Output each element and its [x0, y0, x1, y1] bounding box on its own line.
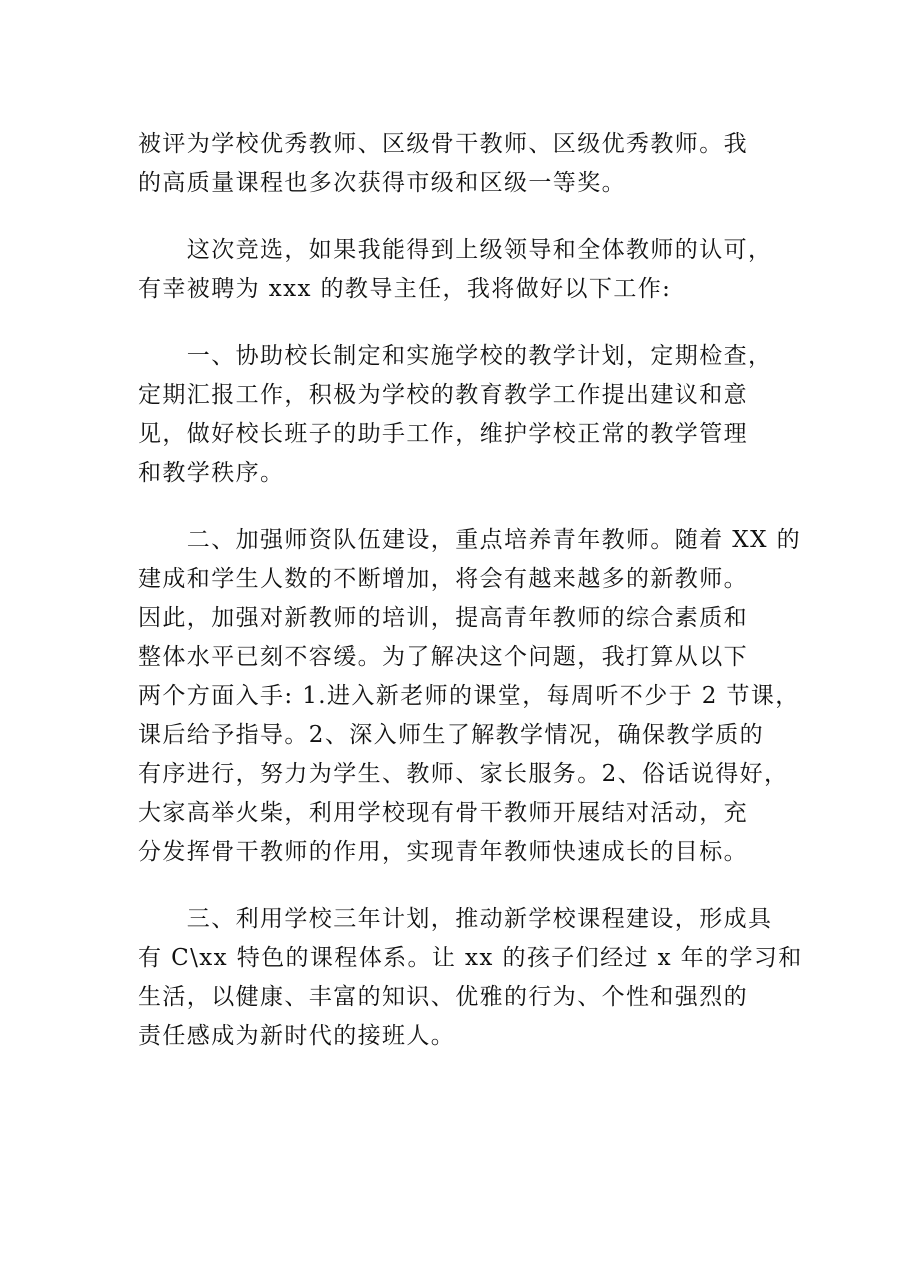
text-line: 分发挥骨干教师的作用，实现青年教师快速成长的目标。 [138, 839, 748, 865]
text-line: 一、协助校长制定和实施学校的教学计划，定期检查， [138, 343, 773, 369]
text-line: 因此，加强对新教师的培训，提高青年教师的综合素质和 [138, 605, 748, 631]
text-line: 课后给予指导。2、深入师生了解教学情况，确保教学质的 [138, 722, 765, 748]
paragraph-item-two [138, 521, 838, 872]
text-line: 两个方面入手: 1.进入新老师的课堂，每周听不少于 2 节课， [138, 683, 800, 709]
text-line: 见，做好校长班子的助手工作，维护学校正常的教学管理 [138, 421, 748, 447]
text-line: 有序进行，努力为学生、教师、家长服务。2、俗话说得好， [138, 761, 789, 787]
text-line: 定期汇报工作，积极为学校的教育教学工作提出建议和意 [138, 382, 748, 408]
text-line: 二、加强师资队伍建设，重点培养青年教师。随着 XX 的 [138, 527, 801, 553]
paragraph-item-three [138, 900, 838, 1056]
text-line: 整体水平已刻不容缓。为了解决这个问题，我打算从以下 [138, 644, 748, 670]
text-line: 大家高举火柴，利用学校现有骨干教师开展结对活动，充 [138, 800, 748, 826]
text-line: 责任感成为新时代的接班人。 [138, 1023, 456, 1049]
text-line: 和教学秩序。 [138, 460, 285, 486]
paragraph-election [138, 231, 838, 309]
text-line: 三、利用学校三年计划，推动新学校课程建设，形成具 [138, 906, 773, 932]
paragraph-honors [138, 125, 838, 203]
paragraph-item-one [138, 337, 838, 493]
text-line: 有 C\xx 特色的课程体系。让 xx 的孩子们经过 x 年的学习和 [138, 945, 803, 971]
text-line: 有幸被聘为 xxx 的教导主任，我将做好以下工作: [138, 276, 672, 302]
text-line: 被评为学校优秀教师、区级骨干教师、区级优秀教师。我 [138, 131, 748, 157]
text-line: 生活，以健康、丰富的知识、优雅的行为、个性和强烈的 [138, 984, 748, 1010]
text-line: 的高质量课程也多次获得市级和区级一等奖。 [138, 170, 626, 196]
text-line: 建成和学生人数的不断增加，将会有越来越多的新教师。 [138, 566, 748, 592]
text-line: 这次竞选，如果我能得到上级领导和全体教师的认可， [138, 237, 773, 263]
document-body [138, 125, 838, 1056]
